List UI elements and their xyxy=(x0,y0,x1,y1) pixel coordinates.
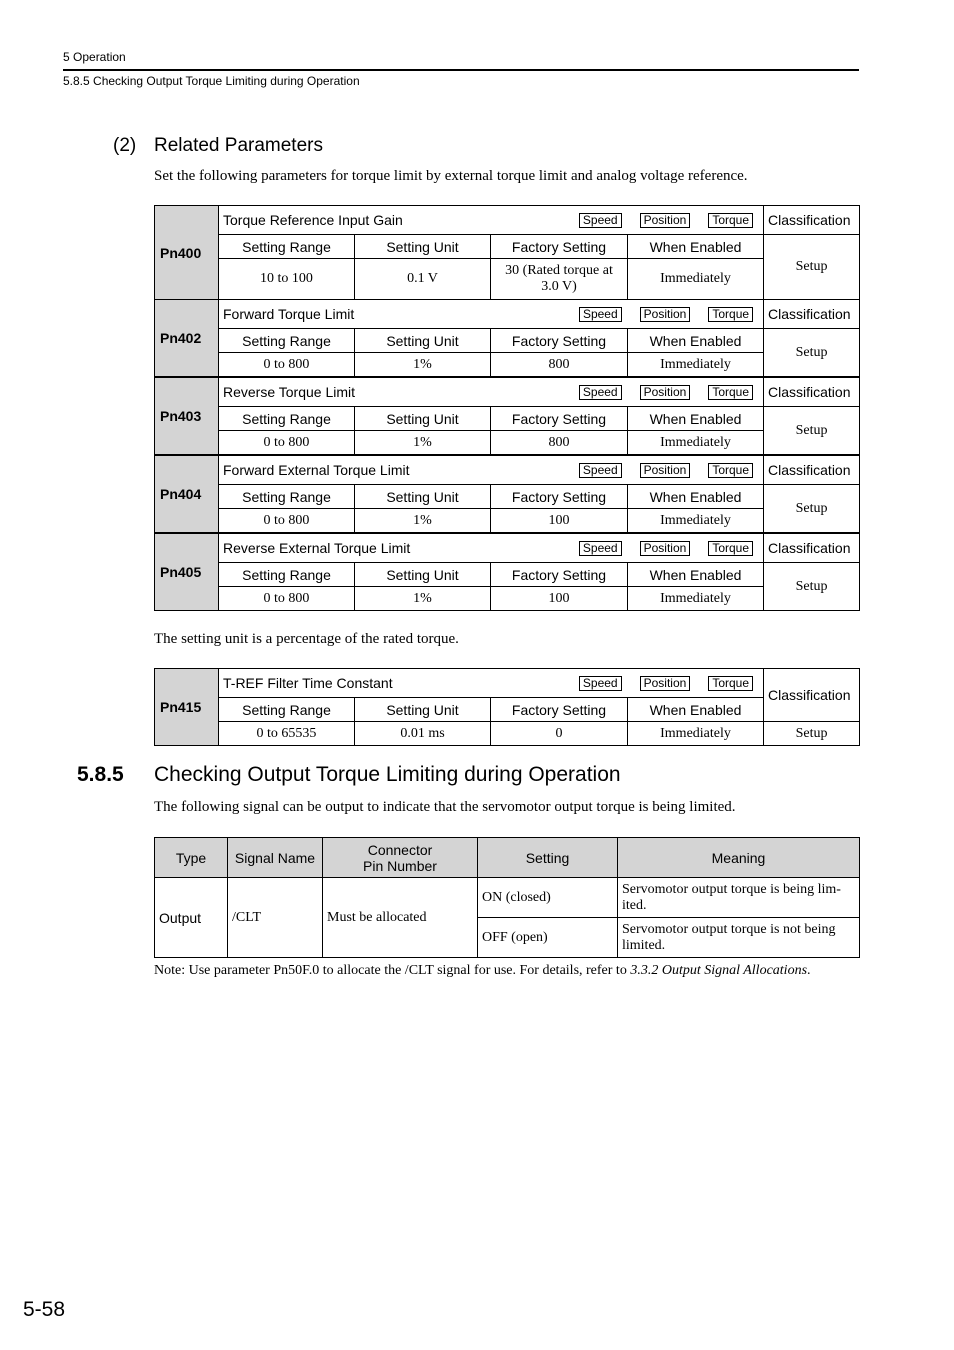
param-name-cell xyxy=(219,378,764,407)
when-enabled-header: When Enabled xyxy=(628,563,764,587)
meaning-header: Meaning xyxy=(618,838,860,878)
param-id: Pn415 xyxy=(155,669,219,746)
mode-speed-badge: Speed xyxy=(579,463,622,478)
when-enabled-value: Immediately xyxy=(628,431,764,455)
classification-header: Classification xyxy=(764,534,860,563)
param-table-pn403 xyxy=(154,377,860,455)
connector-pin-header xyxy=(323,838,478,878)
param-table-pn415 xyxy=(154,668,860,746)
mode-position-badge: Position xyxy=(640,213,691,228)
factory-setting-value: 800 xyxy=(491,353,628,377)
param-name-cell xyxy=(219,206,764,235)
setting-unit-value: 1% xyxy=(355,509,491,533)
when-enabled-header: When Enabled xyxy=(628,235,764,259)
param-name-cell xyxy=(219,534,764,563)
factory-setting-header: Factory Setting xyxy=(491,563,628,587)
classification-value: Setup xyxy=(764,485,860,533)
footnote-text: Note: Use parameter Pn50F.0 to allocate the /CLT signal for use. For details, refer to xyxy=(154,963,631,978)
param-name-cell xyxy=(219,669,764,698)
factory-setting-header: Factory Setting xyxy=(491,329,628,353)
meaning-on-line1: Servomotor output torque is being lim- xyxy=(622,881,841,897)
signal-table xyxy=(154,837,860,958)
when-enabled-header: When Enabled xyxy=(628,329,764,353)
setting-unit-value: 1% xyxy=(355,353,491,377)
control-modes xyxy=(579,676,753,691)
setting-range-value: 0 to 800 xyxy=(219,431,355,455)
control-modes xyxy=(579,385,753,400)
mode-position-badge: Position xyxy=(640,463,691,478)
param-name-cell xyxy=(219,300,764,329)
classification-value: Setup xyxy=(764,235,860,300)
mode-torque-badge: Torque xyxy=(708,541,753,556)
param-table-pn405 xyxy=(154,533,860,611)
when-enabled-value: Immediately xyxy=(628,259,764,300)
param-id: Pn400 xyxy=(155,206,219,300)
classification-value: Setup xyxy=(764,329,860,377)
classification-header: Classification xyxy=(764,669,860,722)
meaning-on xyxy=(618,878,860,918)
factory-setting-value: 100 xyxy=(491,587,628,611)
mode-torque-badge: Torque xyxy=(708,385,753,400)
control-modes xyxy=(579,541,753,556)
setting-range-value: 0 to 800 xyxy=(219,509,355,533)
section-intro: The following signal can be output to indicate that the servomotor output torque is being limited. xyxy=(154,799,736,815)
classification-header: Classification xyxy=(764,206,860,235)
when-enabled-header: When Enabled xyxy=(628,407,764,431)
factory-setting-header: Factory Setting xyxy=(491,698,628,722)
setting-range-value: 0 to 800 xyxy=(219,587,355,611)
page-number: 5-58 xyxy=(23,1298,66,1321)
connector-header-line2: Pin Number xyxy=(363,857,437,874)
signal-name: /CLT xyxy=(228,878,323,958)
section-heading xyxy=(77,763,621,787)
param-table-pn402 xyxy=(154,299,860,377)
mode-speed-badge: Speed xyxy=(579,676,622,691)
setting-range-value: 0 to 65535 xyxy=(219,722,355,746)
setting-header: Setting xyxy=(478,838,618,878)
connector-header-line1: Connector xyxy=(367,841,433,858)
classification-value: Setup xyxy=(764,722,860,746)
setting-unit-header: Setting Unit xyxy=(355,235,491,259)
setting-range-header: Setting Range xyxy=(219,407,355,431)
setting-unit-header: Setting Unit xyxy=(355,329,491,353)
control-modes xyxy=(579,213,753,228)
classification-value: Setup xyxy=(764,407,860,455)
param-table-pn400 xyxy=(154,205,860,300)
when-enabled-value: Immediately xyxy=(628,722,764,746)
mode-position-badge: Position xyxy=(640,307,691,322)
param-name: T-REF Filter Time Constant xyxy=(223,675,393,691)
footnote xyxy=(154,963,811,979)
when-enabled-value: Immediately xyxy=(628,353,764,377)
setting-unit-value: 0.01 ms xyxy=(355,722,491,746)
mode-speed-badge: Speed xyxy=(579,541,622,556)
setting-unit-header: Setting Unit xyxy=(355,563,491,587)
mode-position-badge: Position xyxy=(640,541,691,556)
subsection-title: Related Parameters xyxy=(154,135,323,156)
classification-header: Classification xyxy=(764,300,860,329)
mode-torque-badge: Torque xyxy=(708,676,753,691)
param-name: Forward External Torque Limit xyxy=(223,462,410,478)
subsection-heading xyxy=(113,135,323,157)
running-header-chapter: 5 Operation xyxy=(63,50,126,64)
setting-range-header: Setting Range xyxy=(219,698,355,722)
mode-position-badge: Position xyxy=(640,385,691,400)
param-id: Pn405 xyxy=(155,534,219,611)
footnote-reference-link[interactable]: 3.3.2 Output Signal Allocations xyxy=(630,963,808,978)
param-table-pn404 xyxy=(154,455,860,533)
param-id: Pn404 xyxy=(155,456,219,533)
meaning-off-line1: Servomotor output torque is not being xyxy=(622,921,836,937)
mode-torque-badge: Torque xyxy=(708,463,753,478)
control-modes xyxy=(579,307,753,322)
setting-unit-header: Setting Unit xyxy=(355,698,491,722)
param-name: Reverse External Torque Limit xyxy=(223,540,411,556)
setting-unit-note: The setting unit is a percentage of the rated torque. xyxy=(154,631,459,647)
mode-speed-badge: Speed xyxy=(579,307,622,322)
mode-torque-badge: Torque xyxy=(708,307,753,322)
mode-speed-badge: Speed xyxy=(579,213,622,228)
connector-pin: Must be allocated xyxy=(323,878,478,958)
setting-unit-header: Setting Unit xyxy=(355,485,491,509)
setting-range-value: 10 to 100 xyxy=(219,259,355,300)
param-id: Pn403 xyxy=(155,378,219,455)
setting-range-header: Setting Range xyxy=(219,235,355,259)
param-name-cell xyxy=(219,456,764,485)
classification-header: Classification xyxy=(764,456,860,485)
meaning-on-line2: ited. xyxy=(622,897,647,913)
setting-range-value: 0 to 800 xyxy=(219,353,355,377)
when-enabled-header: When Enabled xyxy=(628,698,764,722)
signal-name-header: Signal Name xyxy=(228,838,323,878)
classification-value: Setup xyxy=(764,563,860,611)
setting-range-header: Setting Range xyxy=(219,329,355,353)
subsection-number: (2) xyxy=(113,135,137,156)
meaning-off xyxy=(618,918,860,958)
header-rule xyxy=(63,69,859,71)
meaning-off-line2: limited. xyxy=(622,937,666,953)
param-id: Pn402 xyxy=(155,300,219,377)
mode-torque-badge: Torque xyxy=(708,213,753,228)
footnote-suffix: . xyxy=(807,963,811,978)
subsection-intro: Set the following parameters for torque limit by external torque limit and analog voltage reference. xyxy=(154,168,748,184)
setting-unit-value: 1% xyxy=(355,587,491,611)
when-enabled-value: Immediately xyxy=(628,509,764,533)
when-enabled-value: Immediately xyxy=(628,587,764,611)
section-title: Checking Output Torque Limiting during Operation xyxy=(154,763,621,786)
factory-setting-value: 30 (Rated torque at 3.0 V) xyxy=(491,259,628,300)
setting-range-header: Setting Range xyxy=(219,563,355,587)
setting-off: OFF (open) xyxy=(478,918,618,958)
section-number: 5.8.5 xyxy=(77,763,124,786)
factory-setting-value: 800 xyxy=(491,431,628,455)
running-header-section: 5.8.5 Checking Output Torque Limiting during Operation xyxy=(63,74,360,88)
classification-header: Classification xyxy=(764,378,860,407)
factory-setting-header: Factory Setting xyxy=(491,407,628,431)
control-modes xyxy=(579,463,753,478)
factory-setting-header: Factory Setting xyxy=(491,235,628,259)
setting-unit-value: 1% xyxy=(355,431,491,455)
param-name: Reverse Torque Limit xyxy=(223,384,356,400)
mode-position-badge: Position xyxy=(640,676,691,691)
factory-setting-value: 100 xyxy=(491,509,628,533)
type-header: Type xyxy=(155,838,228,878)
signal-type: Output xyxy=(155,878,228,958)
setting-unit-header: Setting Unit xyxy=(355,407,491,431)
param-name: Forward Torque Limit xyxy=(223,306,355,322)
mode-speed-badge: Speed xyxy=(579,385,622,400)
param-name: Torque Reference Input Gain xyxy=(223,212,403,228)
factory-setting-header: Factory Setting xyxy=(491,485,628,509)
when-enabled-header: When Enabled xyxy=(628,485,764,509)
setting-range-header: Setting Range xyxy=(219,485,355,509)
setting-unit-value: 0.1 V xyxy=(355,259,491,300)
factory-setting-value: 0 xyxy=(491,722,628,746)
setting-on: ON (closed) xyxy=(478,878,618,918)
